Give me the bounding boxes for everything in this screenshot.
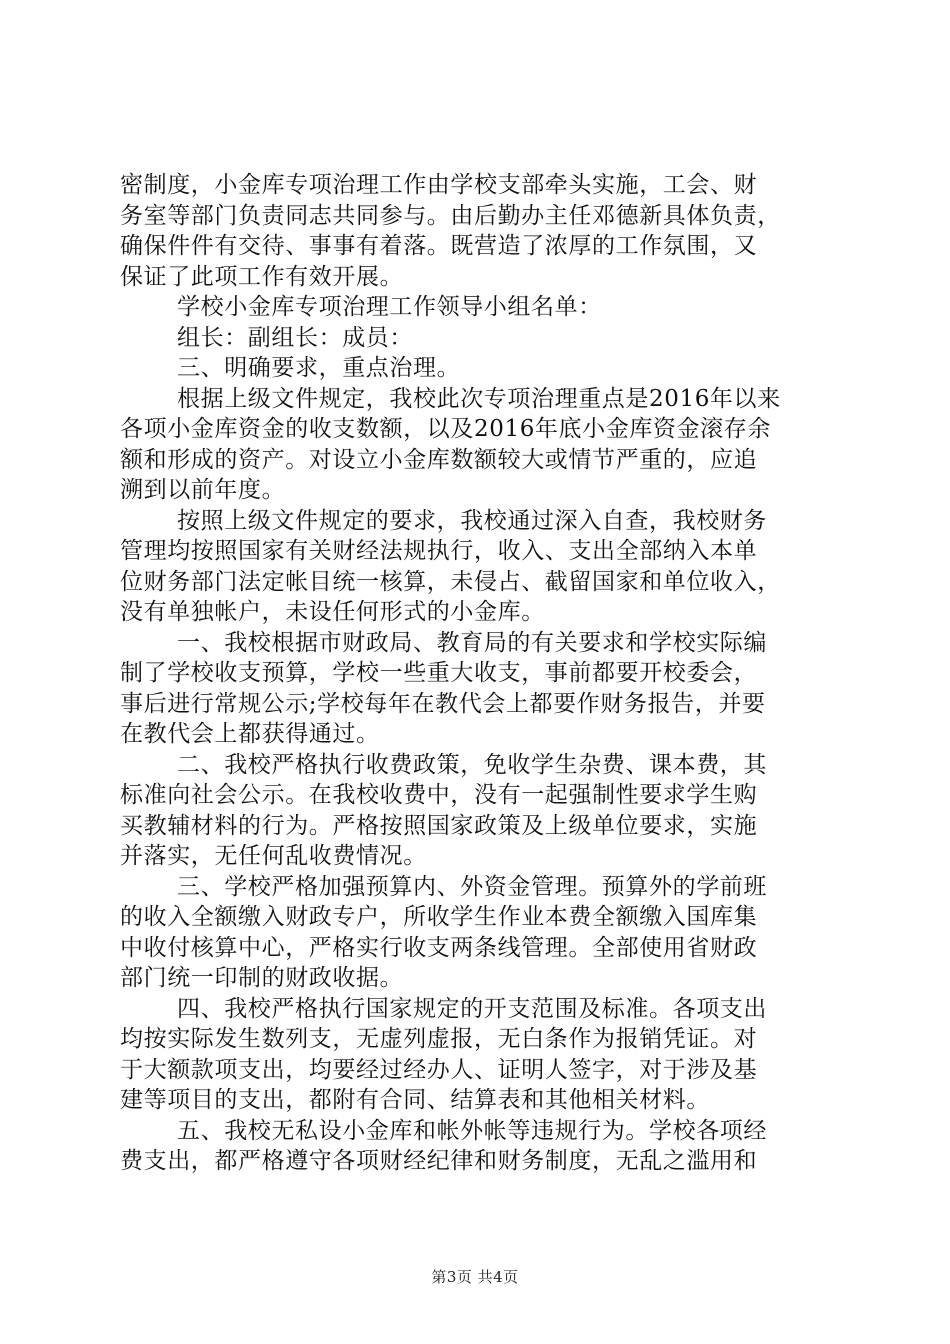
text-line: 一、我校根据市财政局、教育局的有关要求和学校实际编 — [177, 629, 767, 656]
text-line: 三、学校严格加强预算内、外资金管理。预算外的学前班 — [177, 873, 767, 900]
text-line: 并落实，无任何乱收费情况。 — [120, 843, 427, 869]
text-line: 在教代会上都获得通过。 — [120, 721, 380, 747]
text-line: 事后进行常规公示;学校每年在教代会上都要作财务报告，并要 — [120, 690, 766, 717]
text-line: 没有单独帐户，未设任何形式的小金库。 — [120, 599, 545, 625]
text-line: 务室等部门负责同志共同参与。由后勤办主任邓德新具体负责， — [120, 202, 781, 229]
text-line: 部门统一印制的财政收据。 — [120, 965, 404, 991]
text-line: 各项小金库资金的收支数额，以及2016年底小金库资金滚存余 — [120, 416, 771, 442]
text-line: 根据上级文件规定，我校此次专项治理重点是2016年以来 — [177, 385, 781, 412]
text-line: 密制度，小金库专项治理工作由学校支部牵头实施，工会、财 — [120, 172, 758, 198]
text-line: 于大额款项支出，均要经过经办人、证明人签字，对于涉及基 — [120, 1056, 758, 1083]
text-line: 额和形成的资产。对设立小金库数额较大或情节严重的，应追 — [120, 446, 758, 473]
text-line: 制了学校收支预算，学校一些重大收支，事前都要开校委会， — [120, 660, 758, 686]
text-line: 买教辅材料的行为。严格按照国家政策及上级单位要求，实施 — [120, 812, 758, 839]
document-body — [120, 170, 832, 1177]
text-line: 均按实际发生数列支，无虚列虚报，无白条作为报销凭证。对 — [120, 1026, 758, 1052]
text-line: 学校小金库专项治理工作领导小组名单： — [177, 294, 602, 320]
text-line: 中收付核算中心，严格实行收支两条线管理。全部使用省财政 — [120, 934, 758, 961]
text-line: 溯到以前年度。 — [120, 477, 286, 503]
text-line: 确保件件有交待、事事有着落。既营造了浓厚的工作氛围，又 — [120, 233, 758, 259]
text-line: 保证了此项工作有效开展。 — [120, 263, 404, 290]
text-line: 四、我校严格执行国家规定的开支范围及标准。各项支出 — [177, 995, 767, 1022]
text-line: 按照上级文件规定的要求，我校通过深入自查，我校财务 — [177, 507, 767, 534]
text-line: 组长：副组长：成员： — [177, 324, 413, 351]
text-line: 管理均按照国家有关财经法规执行，收入、支出全部纳入本单 — [120, 538, 758, 564]
text-line: 二、我校严格执行收费政策，免收学生杂费、课本费，其 — [177, 751, 767, 778]
text-line: 三、明确要求，重点治理。 — [177, 355, 461, 381]
text-line: 建等项目的支出，都附有合同、结算表和其他相关材料。 — [120, 1087, 710, 1113]
page-footer: 第3页 共4页 — [431, 1268, 519, 1286]
text-line: 标准向社会公示。在我校收费中，没有一起强制性要求学生购 — [120, 782, 758, 808]
text-line: 的收入全额缴入财政专户，所收学生作业本费全额缴入国库集 — [120, 904, 758, 930]
text-line: 五、我校无私设小金库和帐外帐等违规行为。学校各项经 — [177, 1117, 767, 1144]
text-line: 位财务部门法定帐目统一核算，未侵占、截留国家和单位收入， — [120, 568, 781, 595]
text-line: 费支出，都严格遵守各项财经纪律和财务制度，无乱之滥用和 — [120, 1148, 758, 1174]
